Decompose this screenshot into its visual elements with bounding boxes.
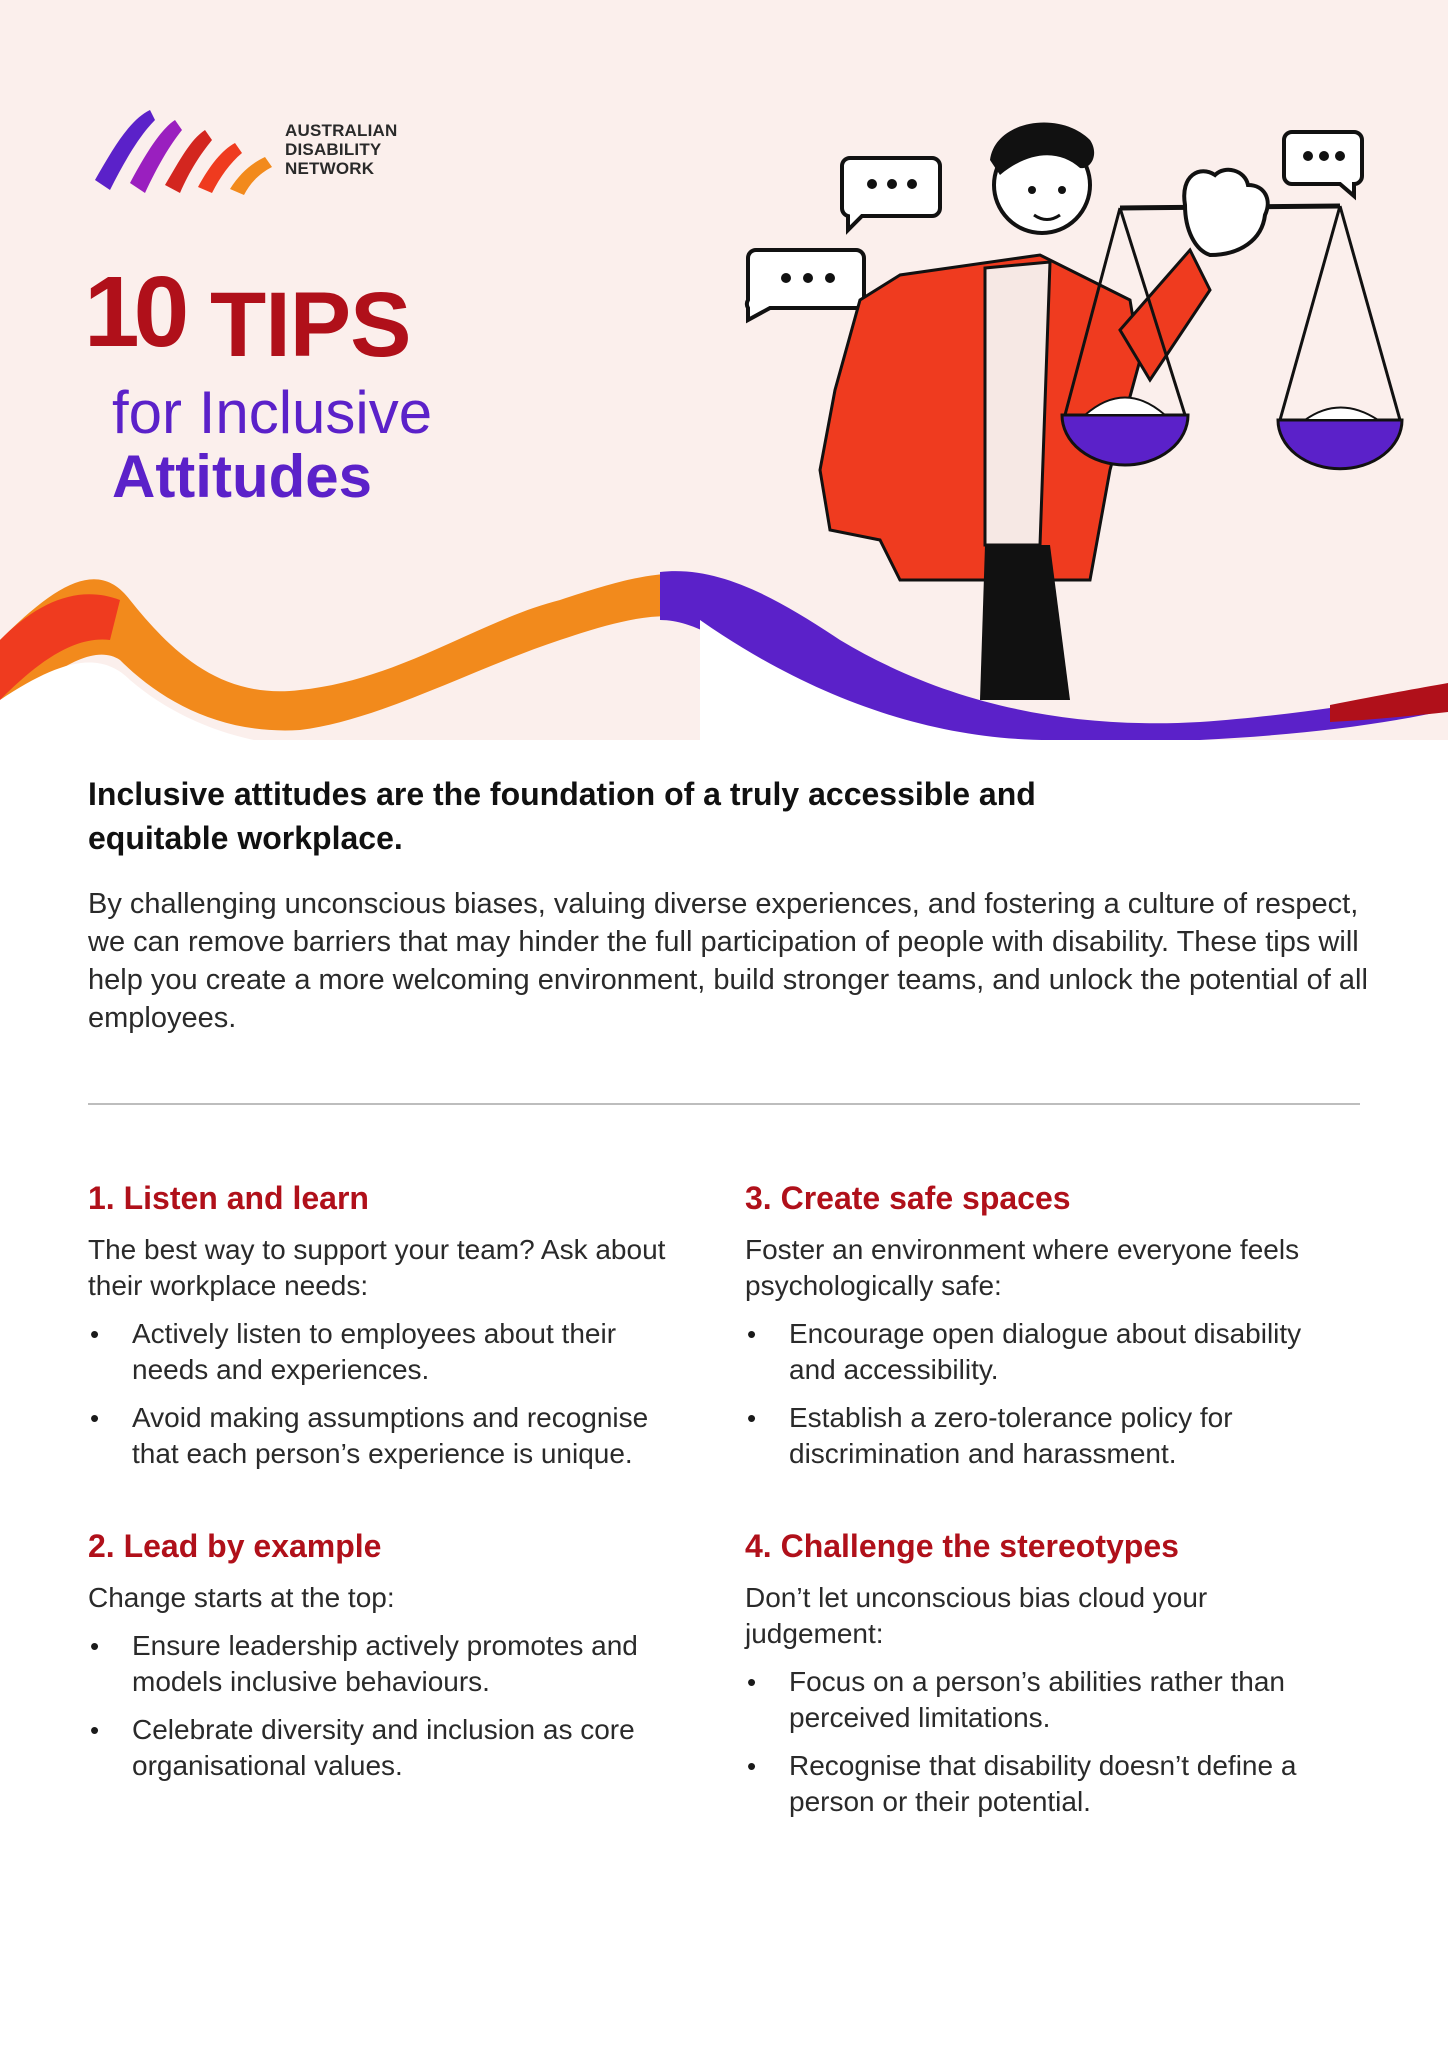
section-divider — [88, 1103, 1360, 1105]
tip-bullet-text: Avoid making assumptions and recognise that each person’s experience is unique. — [132, 1402, 649, 1469]
bullet-icon: • — [747, 1751, 757, 1781]
title-subtitle-bold: Attitudes — [112, 443, 372, 510]
tip-bullet-list — [745, 1664, 1345, 1820]
tip-bullet — [745, 1664, 1345, 1736]
tip-bullet-text: Actively listen to employees about their needs and experiences. — [132, 1318, 617, 1385]
tip-card — [88, 1526, 688, 1796]
org-name-line: NETWORK — [285, 159, 375, 178]
tip-title: 2. Lead by example — [88, 1528, 382, 1564]
ribbon-logo-icon — [90, 105, 280, 195]
tip-bullet — [88, 1316, 688, 1388]
bullet-icon: • — [90, 1715, 100, 1745]
tip-bullet-list — [88, 1628, 688, 1784]
speech-bubble-icon — [1284, 132, 1362, 196]
tip-bullet-text: Ensure leadership actively promotes and models inclusive behaviours. — [132, 1630, 638, 1697]
tip-bullet-text: Establish a zero-tolerance policy for discrimination and harassment. — [789, 1402, 1233, 1469]
tip-title: 1. Listen and learn — [88, 1180, 369, 1216]
title-subtitle: for Inclusive — [112, 379, 433, 446]
hero-banner — [0, 0, 1448, 740]
tip-card — [745, 1526, 1345, 1832]
bullet-icon: • — [747, 1319, 757, 1349]
org-name-line: AUSTRALIAN — [285, 121, 398, 140]
tip-bullet — [745, 1748, 1345, 1820]
tip-card — [745, 1178, 1345, 1484]
speech-bubble-icon — [747, 250, 864, 320]
bullet-icon: • — [747, 1667, 757, 1697]
organisation-name — [285, 121, 398, 178]
tip-lead: Change starts at the top: — [88, 1582, 395, 1613]
tip-bullet — [88, 1712, 688, 1784]
bullet-icon: • — [90, 1319, 100, 1349]
org-name-line: DISABILITY — [285, 140, 382, 159]
tip-bullet-text: Encourage open dialogue about disability and accessibility. — [789, 1318, 1302, 1385]
speech-bubble-icon — [842, 158, 940, 230]
tip-lead: Foster an environment where everyone feels psychologically safe: — [745, 1234, 1300, 1301]
bullet-icon: • — [747, 1403, 757, 1433]
organisation-logo — [90, 105, 420, 195]
bullet-icon: • — [90, 1403, 100, 1433]
tip-bullet — [88, 1628, 688, 1700]
tip-bullet — [745, 1400, 1345, 1472]
tip-bullet-list — [88, 1316, 688, 1472]
tip-title: 3. Create safe spaces — [745, 1180, 1071, 1216]
tip-bullet-text: Recognise that disability doesn’t define a person or their potential. — [789, 1750, 1297, 1817]
intro-heading: Inclusive attitudes are the foundation of a truly accessible and equitable workplace. — [88, 776, 1036, 856]
tip-bullet-list — [745, 1316, 1345, 1472]
intro-paragraph: By challenging unconscious biases, valuing diverse experiences, and fostering a culture of respect, we can remove barriers that may hinder the full participation of people with disability. These tips will help you create a more welcoming environment, build stronger teams, and unlock the potential of all employees. — [88, 888, 1368, 1034]
tip-bullet-text: Celebrate diversity and inclusion as core organisational values. — [132, 1714, 635, 1781]
tip-lead: The best way to support your team? Ask about their workplace needs: — [88, 1234, 666, 1301]
title-number: 10 — [84, 256, 184, 368]
tip-lead: Don’t let unconscious bias cloud your judgement: — [745, 1582, 1208, 1649]
tip-title: 4. Challenge the stereotypes — [745, 1528, 1179, 1564]
tip-bullet — [745, 1316, 1345, 1388]
tip-bullet — [88, 1400, 688, 1472]
bullet-icon: • — [90, 1631, 100, 1661]
tip-card — [88, 1178, 688, 1484]
title-word: TIPS — [210, 274, 411, 376]
tip-bullet-text: Focus on a person’s abilities rather than perceived limitations. — [789, 1666, 1285, 1733]
